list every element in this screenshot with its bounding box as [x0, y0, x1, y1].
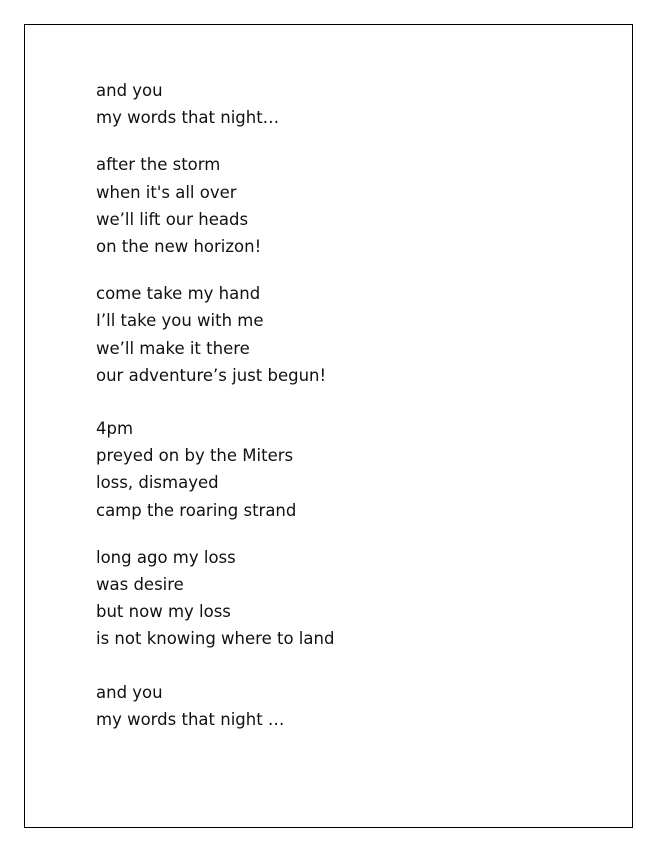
poem-line: we’ll lift our heads	[96, 209, 249, 229]
poem-line: when it's all over	[96, 182, 237, 202]
poem-line: after the storm	[96, 155, 221, 175]
poem-line: and you	[96, 81, 163, 100]
stanza-5	[96, 544, 616, 653]
poem-line: and you	[96, 682, 163, 702]
stanza-1	[96, 77, 616, 131]
poem-line: camp the roaring strand	[96, 500, 297, 520]
stanza-3	[96, 280, 616, 389]
poem-line: is not knowing where to land	[96, 629, 335, 649]
poem-line: on the new horizon!	[96, 237, 262, 257]
poem-line: come take my hand	[96, 284, 261, 304]
poem-line: was desire	[96, 575, 184, 595]
poem-line: I’ll take you with me	[96, 311, 264, 331]
stanza-6	[96, 679, 616, 733]
poem-line: our adventure’s just begun!	[96, 365, 327, 385]
poem-line: 4pm	[96, 419, 134, 439]
poem-line: preyed on by the Miters	[96, 446, 294, 466]
poem-line: loss, dismayed	[96, 473, 219, 493]
poem-line: we’ll make it there	[96, 338, 250, 358]
document-page	[24, 24, 633, 828]
poem-line: long ago my loss	[96, 547, 236, 567]
poem-line: but now my loss	[96, 602, 231, 622]
poem-line: my words that night…	[96, 108, 280, 128]
stanza-4	[96, 415, 616, 524]
poem-text	[96, 77, 616, 733]
poem-line: my words that night …	[96, 709, 285, 729]
stanza-2	[96, 151, 616, 260]
